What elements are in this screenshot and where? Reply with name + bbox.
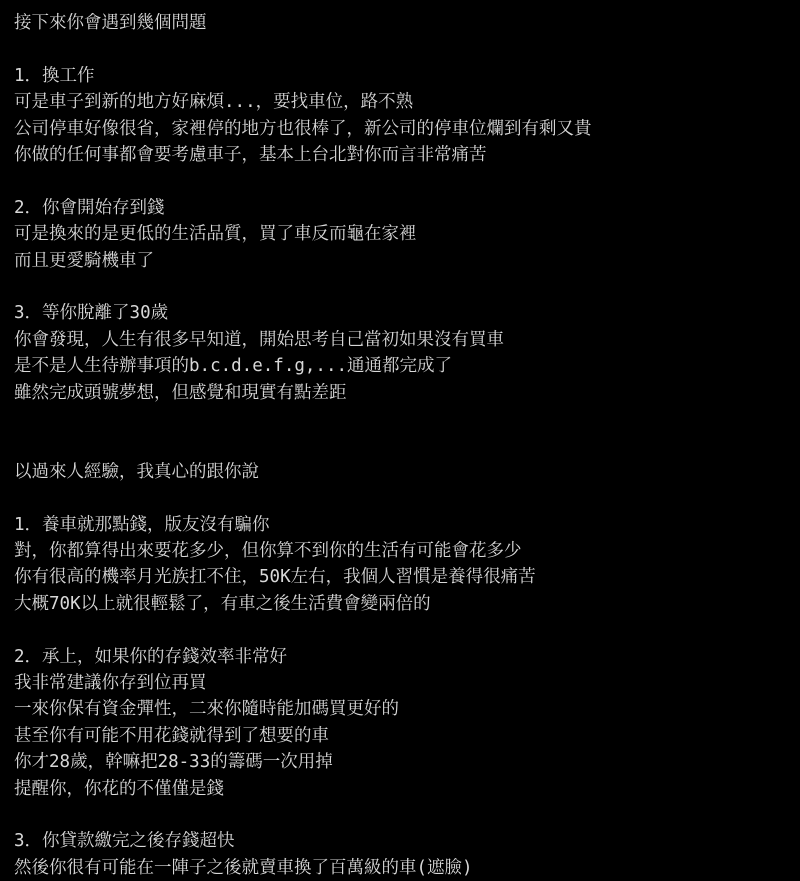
paragraph-problem-3 <box>14 300 800 406</box>
text-line: 1．換工作 <box>14 65 95 86</box>
text-line: 雖然完成頭號夢想，但感覺和現實有點差距 <box>14 382 347 403</box>
text-line: 你做的任何事都會要考慮車子，基本上台北對你而言非常痛苦 <box>14 145 487 166</box>
paragraph-gap <box>14 274 800 300</box>
text-line: 你有很高的機率月光族扛不住，50K左右，我個人習慣是養得很痛苦 <box>14 567 536 588</box>
text-line: 你才28歲，幹嘛把28-33的籌碼一次用掉 <box>14 752 333 773</box>
text-line: 接下來你會遇到幾個問題 <box>14 13 207 33</box>
text-line: 3．你貸款繳完之後存錢超快 <box>14 831 235 852</box>
paragraph-advice-intro <box>14 459 800 485</box>
paragraph-problem-1 <box>14 63 800 169</box>
text-line: 對，你都算得出來要花多少，但你算不到你的生活有可能會花多少 <box>14 541 522 562</box>
text-line: 公司停車好像很省，家裡停的地方也很棒了，新公司的停車位爛到有剩又貴 <box>14 118 592 139</box>
text-line: 甚至你有可能不用花錢就得到了想要的車 <box>14 725 329 746</box>
text-line: 可是換來的是更低的生活品質，買了車反而龜在家裡 <box>14 224 417 245</box>
text-line: 1．養車就那點錢，版友沒有騙你 <box>14 514 270 535</box>
text-line: 可是車子到新的地方好麻煩...，要找車位，路不熟 <box>14 92 414 113</box>
text-line: 是不是人生待辦事項的b.c.d.e.f.g,...通通都完成了 <box>14 356 453 377</box>
text-line: 一來你保有資金彈性，二來你隨時能加碼買更好的 <box>14 699 399 720</box>
paragraph-advice-3 <box>14 828 800 881</box>
paragraph-gap <box>14 168 800 194</box>
text-line: 以過來人經驗，我真心的跟你說 <box>14 461 259 482</box>
text-line: 2．承上，如果你的存錢效率非常好 <box>14 646 288 667</box>
text-line: 3．等你脫離了30歲 <box>14 303 169 324</box>
text-line: 2．你會開始存到錢 <box>14 197 165 218</box>
paragraph-intro <box>14 10 800 36</box>
text-line: 大概70K以上就很輕鬆了，有車之後生活費會變兩倍的 <box>14 593 431 614</box>
paragraph-gap <box>14 36 800 62</box>
text-line: 而且更愛騎機車了 <box>14 250 154 271</box>
text-line: 提醒你，你花的不僅僅是錢 <box>14 778 224 799</box>
paragraph-advice-2 <box>14 644 800 802</box>
paragraph-gap <box>14 432 800 458</box>
paragraph-problem-2 <box>14 195 800 274</box>
text-line: 你會發現，人生有很多早知道，開始思考自己當初如果沒有買車 <box>14 329 504 350</box>
text-line: 然後你很有可能在一陣子之後就賣車換了百萬級的車(遮臉) <box>14 857 473 878</box>
text-line: 我非常建議你存到位再買 <box>14 673 207 694</box>
paragraph-gap <box>14 802 800 828</box>
paragraph-advice-1 <box>14 512 800 618</box>
paragraph-gap <box>14 485 800 511</box>
paragraph-gap <box>14 406 800 432</box>
paragraph-gap <box>14 617 800 643</box>
